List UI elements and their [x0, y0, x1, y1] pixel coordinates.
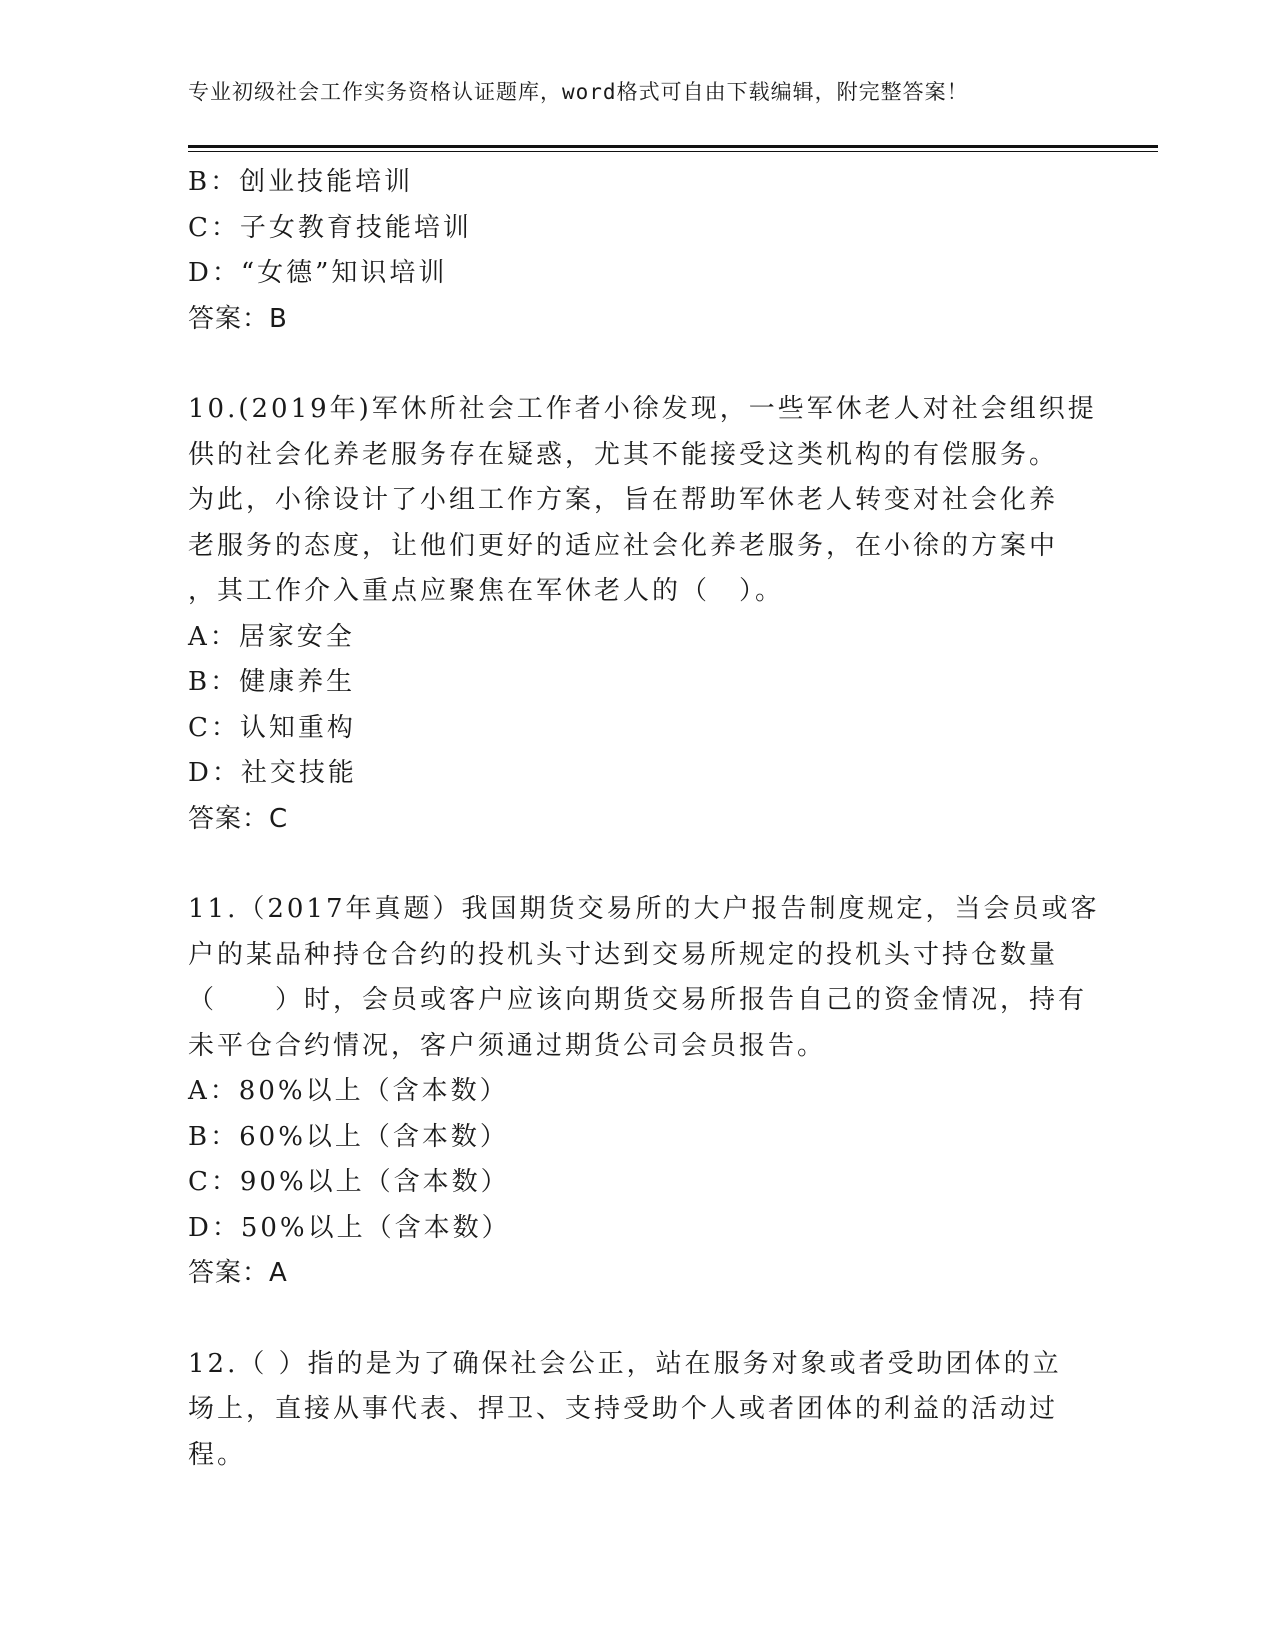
- question-text-line: 11.（2017年真题）我国期货交易所的大户报告制度规定，当会员或客: [188, 894, 1100, 924]
- question-text-line: （ ）时，会员或客户应该向期货交易所报告自己的资金情况，持有: [188, 985, 1088, 1015]
- option-line: A：80%以上（含本数）: [188, 1076, 509, 1106]
- page-header: 专业初级社会工作实务资格认证题库，word格式可自由下载编辑，附完整答案！: [188, 80, 969, 104]
- question-text-line: 10.(2019年)军休所社会工作者小徐发现，一些军休老人对社会组织提: [188, 394, 1097, 424]
- option-line: D：50%以上（含本数）: [188, 1212, 511, 1243]
- answer-line: 答案：C: [188, 803, 289, 834]
- option-line: C：子女教育技能培训: [188, 212, 472, 243]
- option-line: B：创业技能培训: [188, 167, 414, 197]
- option-line: A：居家安全: [188, 621, 355, 652]
- question-text-line: 未平仓合约情况，客户须通过期货公司会员报告。: [188, 1030, 827, 1061]
- option-line: B：健康养生: [188, 667, 356, 697]
- question-9-continuation: [188, 160, 1088, 342]
- document-content: [188, 160, 1100, 1478]
- option-line: C：90%以上（含本数）: [188, 1167, 510, 1197]
- question-text-line: 为此，小徐设计了小组工作方案，旨在帮助军休老人转变对社会化养: [188, 485, 1059, 515]
- option-line: D：“女德”知识培训: [188, 258, 448, 288]
- answer-line: 答案：B: [188, 303, 288, 334]
- question-text-line: 户的某品种持仓合约的投机头寸达到交易所规定的投机头寸持仓数量: [188, 939, 1059, 970]
- answer-line: 答案：A: [188, 1258, 288, 1288]
- question-text-line: 供的社会化养老服务存在疑惑，尤其不能接受这类机构的有偿服务。: [188, 439, 1059, 470]
- question-text-line: 程。: [188, 1439, 247, 1470]
- question-text-line: ，其工作介入重点应聚焦在军休老人的（ ）。: [188, 576, 785, 606]
- question-text-line: 老服务的态度，让他们更好的适应社会化养老服务，在小徐的方案中: [188, 530, 1059, 561]
- question-11: [188, 887, 1100, 1297]
- question-10: [188, 387, 1097, 842]
- question-text-line: 场上，直接从事代表、捍卫、支持受助个人或者团体的利益的活动过: [188, 1394, 1059, 1424]
- option-line: B：60%以上（含本数）: [188, 1121, 509, 1152]
- header-rule-thin: [188, 151, 1158, 152]
- option-line: C：认知重构: [188, 712, 356, 743]
- header-rule-thick: [188, 145, 1158, 148]
- question-12: [188, 1342, 1088, 1479]
- question-text-line: 12.（ ）指的是为了确保社会公正，站在服务对象或者受助团体的立: [188, 1348, 1062, 1379]
- option-line: D：社交技能: [188, 758, 357, 788]
